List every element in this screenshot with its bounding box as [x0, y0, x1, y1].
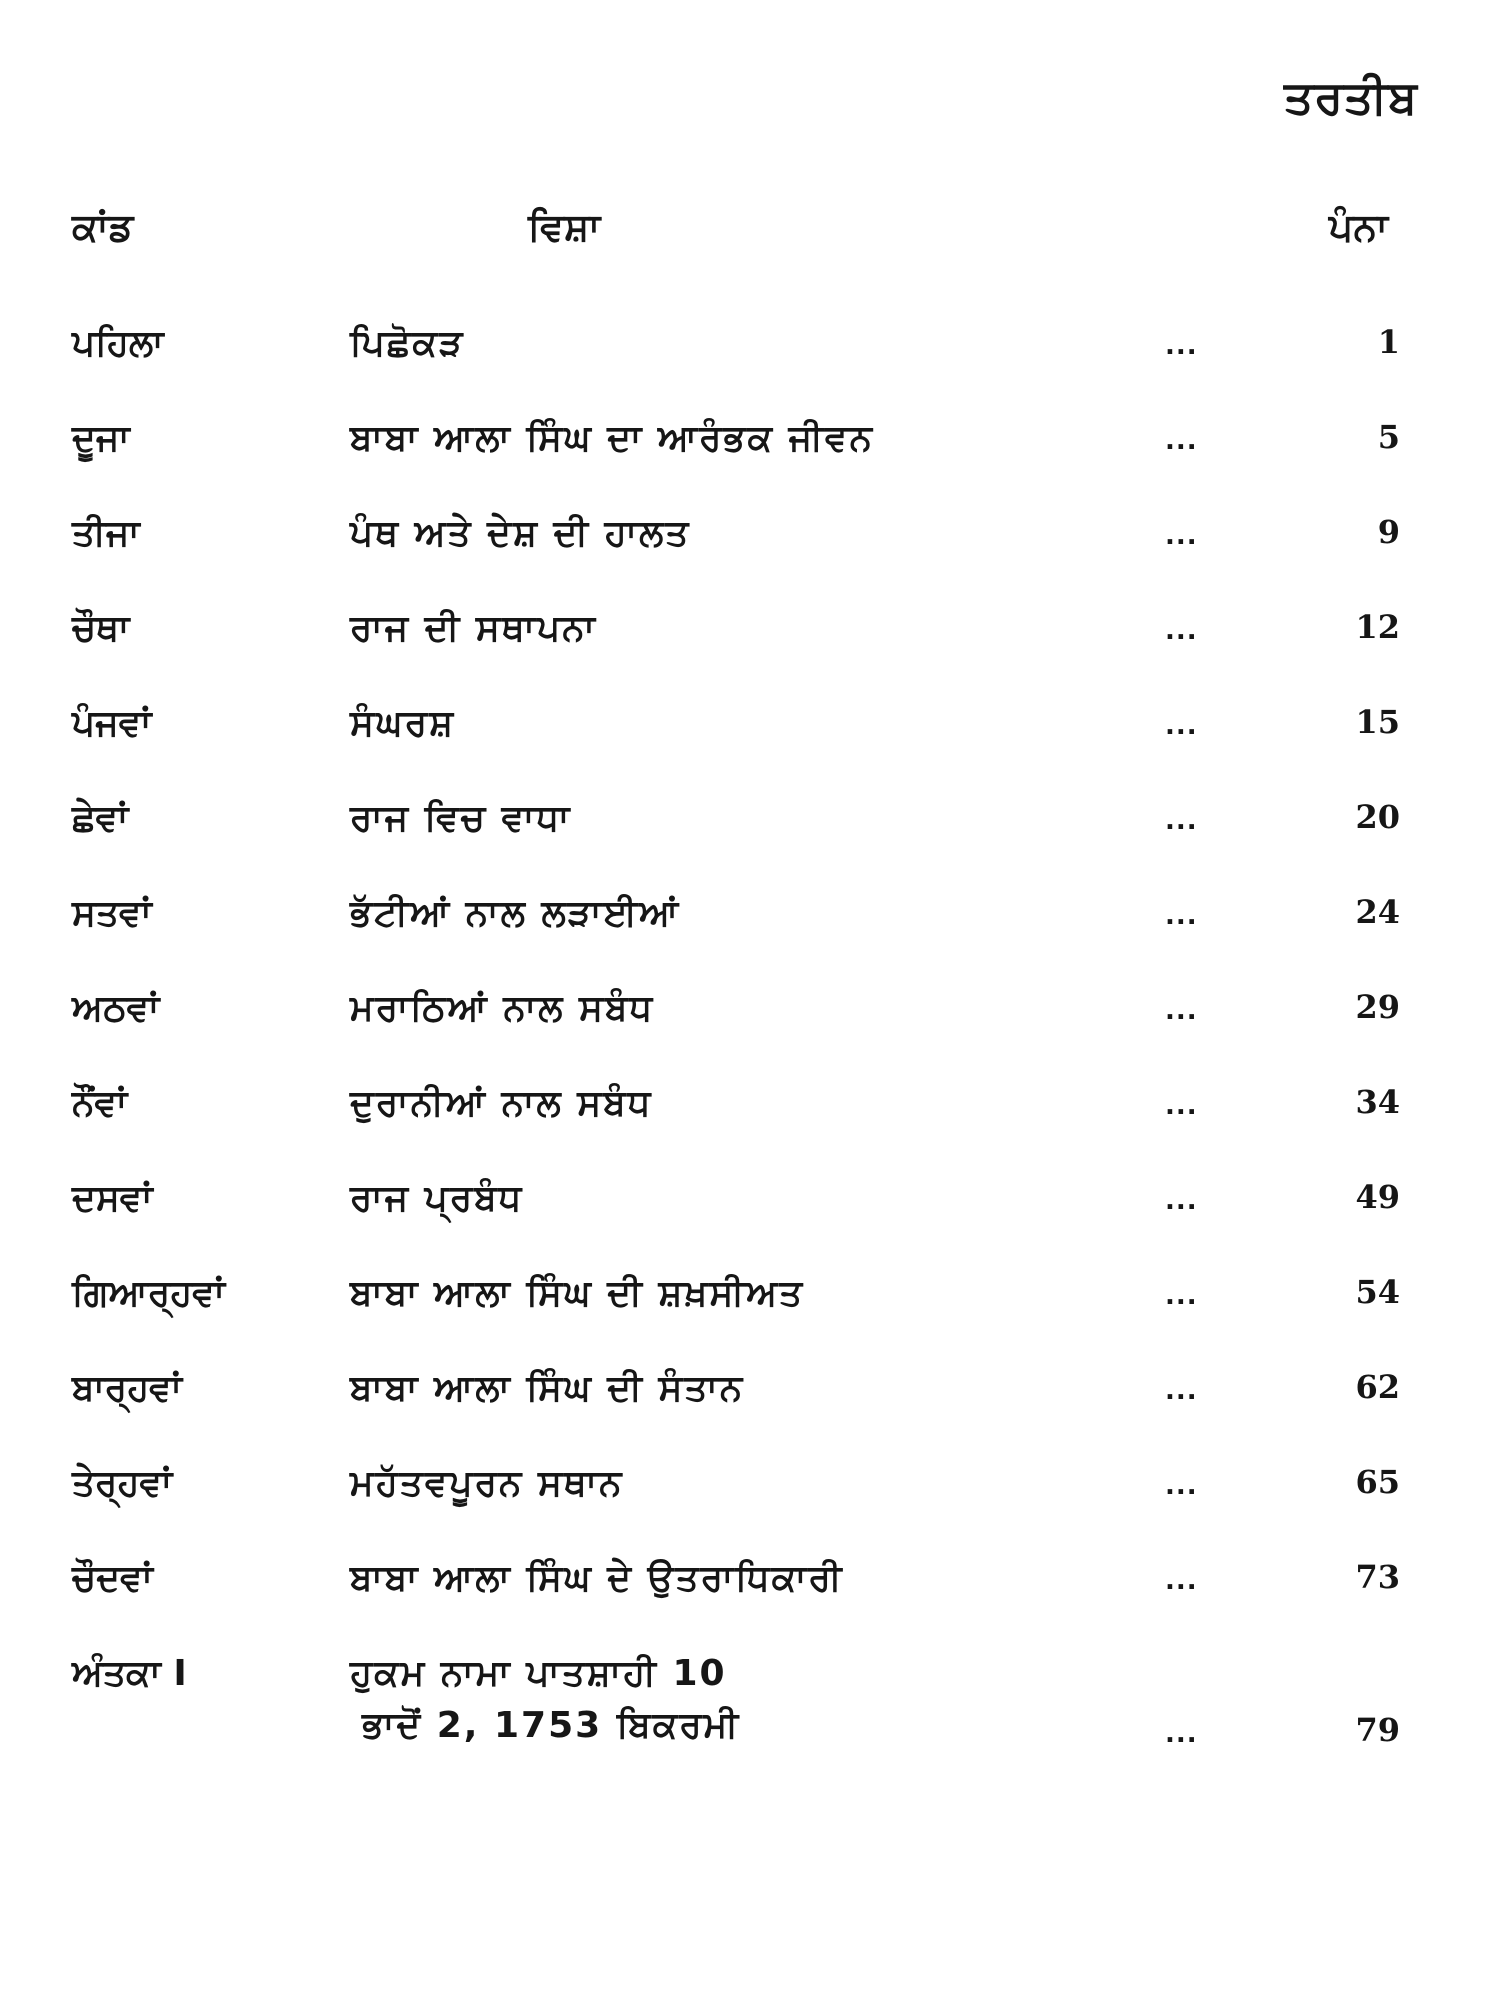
toc-subject: ਮਹੱਤਵਪੂਰਨ ਸਥਾਨ [350, 1463, 624, 1504]
toc-page-number: 79 [1355, 1711, 1400, 1749]
toc-leader: ... [1165, 901, 1198, 931]
toc-chapter: ਤੇਰ੍ਹਵਾਂ [72, 1463, 173, 1504]
toc-row [0, 875, 1500, 970]
toc-chapter: ਸਤਵਾਂ [72, 893, 152, 934]
toc-row [0, 1065, 1500, 1160]
toc-subject: ਸੰਘਰਸ਼ [350, 703, 456, 744]
page-title: ਤਰਤੀਬ [1284, 70, 1418, 124]
toc-leader: ... [1165, 331, 1198, 361]
toc-subject: ਬਾਬਾ ਆਲਾ ਸਿੰਘ ਦੀ ਸ਼ਖ਼ਸੀਅਤ [350, 1273, 805, 1314]
toc-subject: ਬਾਬਾ ਆਲਾ ਸਿੰਘ ਦੀ ਸੰਤਾਨ [350, 1368, 745, 1409]
toc-subject: ਮਰਾਠਿਆਂ ਨਾਲ ਸਬੰਧ [350, 988, 655, 1029]
toc-leader: ... [1165, 806, 1198, 836]
toc-row [0, 1540, 1500, 1635]
toc-row [0, 305, 1500, 400]
toc-leader: ... [1165, 1281, 1198, 1311]
toc-chapter: ਅੰਤਕਾ I [72, 1653, 187, 1694]
toc-row [0, 1160, 1500, 1255]
toc-leader: ... [1165, 1471, 1198, 1501]
toc-row [0, 780, 1500, 875]
toc-subject: ਰਾਜ ਪ੍ਰਬੰਧ [350, 1178, 524, 1219]
toc-chapter: ਪੰਜਵਾਂ [72, 703, 152, 744]
toc-row [0, 970, 1500, 1065]
toc-page-number: 9 [1377, 513, 1400, 551]
toc-chapter: ਪਹਿਲਾ [72, 323, 164, 364]
toc-header [0, 205, 1500, 265]
toc-chapter: ਚੌਦਵਾਂ [72, 1558, 153, 1599]
toc-row-appendix [0, 1635, 1500, 1785]
toc-chapter: ਗਿਆਰ੍ਹਵਾਂ [72, 1273, 225, 1314]
toc-page-number: 12 [1355, 608, 1400, 646]
toc-page-number: 65 [1355, 1463, 1400, 1501]
toc-leader: ... [1165, 1719, 1198, 1749]
header-page: ਪੰਨਾ [1328, 205, 1388, 249]
toc-row [0, 685, 1500, 780]
toc-leader: ... [1165, 521, 1198, 551]
toc-subject: ਬਾਬਾ ਆਲਾ ਸਿੰਘ ਦਾ ਆਰੰਭਕ ਜੀਵਨ [350, 418, 874, 459]
toc-leader: ... [1165, 426, 1198, 456]
toc-leader: ... [1165, 616, 1198, 646]
toc-subject: ਹੁਕਮ ਨਾਮਾ ਪਾਤਸ਼ਾਹੀ 10 [350, 1653, 727, 1694]
toc-leader: ... [1165, 1091, 1198, 1121]
toc-chapter: ਦਸਵਾਂ [72, 1178, 153, 1219]
toc-page-number: 1 [1377, 323, 1400, 361]
toc-page-number: 73 [1355, 1558, 1400, 1596]
toc-row [0, 1445, 1500, 1540]
header-subject: ਵਿਸ਼ਾ [528, 205, 601, 249]
toc-chapter: ਬਾਰ੍ਹਵਾਂ [72, 1368, 182, 1409]
toc-subject-continued: ਭਾਦੋਂ 2, 1753 ਬਿਕਰਮੀ [362, 1705, 741, 1746]
toc-chapter: ਨੌਂਵਾਂ [72, 1083, 128, 1124]
toc-chapter: ਅਠਵਾਂ [72, 988, 160, 1029]
table-of-contents [0, 305, 1500, 1785]
toc-row [0, 1255, 1500, 1350]
toc-chapter: ਤੀਜਾ [72, 513, 140, 554]
toc-chapter: ਦੂਜਾ [72, 418, 130, 459]
toc-page-number: 62 [1355, 1368, 1400, 1406]
toc-row [0, 1350, 1500, 1445]
toc-leader: ... [1165, 1376, 1198, 1406]
toc-row [0, 495, 1500, 590]
toc-page-number: 20 [1355, 798, 1400, 836]
header-chapter: ਕਾਂਡ [72, 205, 134, 249]
toc-row [0, 590, 1500, 685]
toc-leader: ... [1165, 1186, 1198, 1216]
toc-page-number: 24 [1355, 893, 1400, 931]
toc-subject: ਰਾਜ ਵਿਚ ਵਾਧਾ [350, 798, 572, 839]
toc-leader: ... [1165, 711, 1198, 741]
toc-subject: ਪਿਛੋਕੜ [350, 323, 465, 364]
toc-chapter: ਛੇਵਾਂ [72, 798, 129, 839]
toc-leader: ... [1165, 1566, 1198, 1596]
toc-subject: ਰਾਜ ਦੀ ਸਥਾਪਨਾ [350, 608, 597, 649]
toc-page-number: 34 [1355, 1083, 1400, 1121]
toc-leader: ... [1165, 996, 1198, 1026]
toc-chapter: ਚੌਥਾ [72, 608, 130, 649]
toc-page-number: 15 [1355, 703, 1400, 741]
toc-page-number: 5 [1377, 418, 1400, 456]
toc-subject: ਪੰਥ ਅਤੇ ਦੇਸ਼ ਦੀ ਹਾਲਤ [350, 513, 691, 554]
toc-page-number: 29 [1355, 988, 1400, 1026]
toc-page-number: 54 [1355, 1273, 1400, 1311]
toc-subject: ਭੱਟੀਆਂ ਨਾਲ ਲੜਾਈਆਂ [350, 893, 681, 934]
toc-row [0, 400, 1500, 495]
toc-page-number: 49 [1355, 1178, 1400, 1216]
toc-subject: ਦੁਰਾਨੀਆਂ ਨਾਲ ਸਬੰਧ [350, 1083, 653, 1124]
toc-subject: ਬਾਬਾ ਆਲਾ ਸਿੰਘ ਦੇ ਉਤਰਾਧਿਕਾਰੀ [350, 1558, 844, 1599]
